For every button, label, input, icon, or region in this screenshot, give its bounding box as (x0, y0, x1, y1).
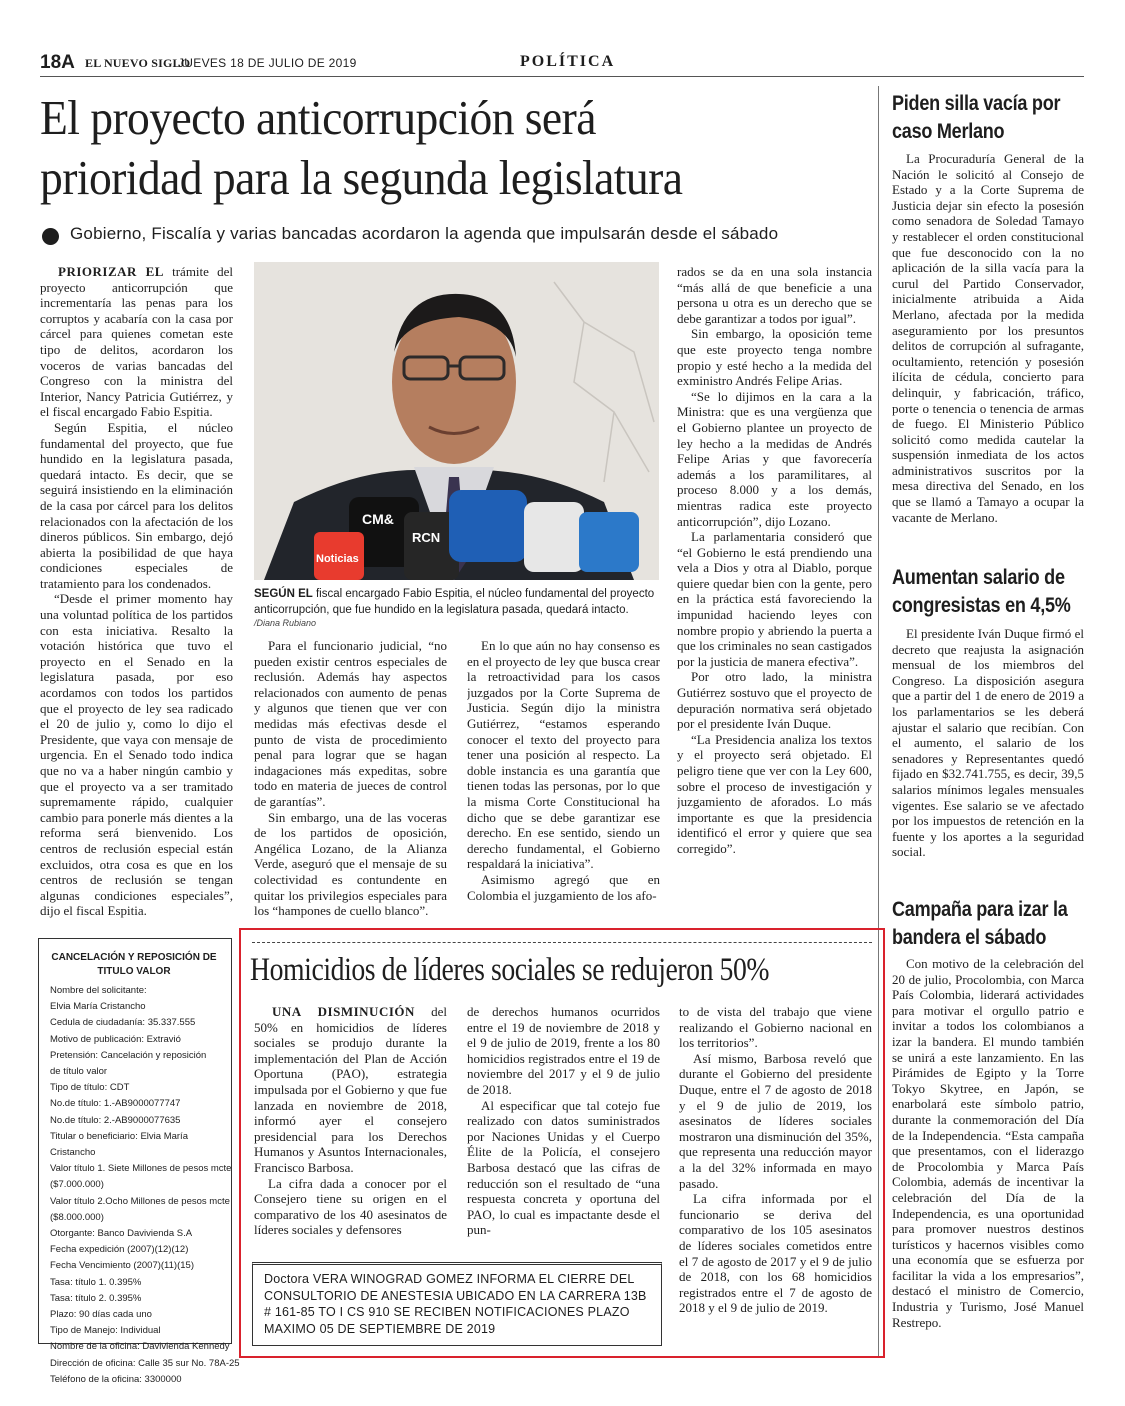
sidebar-headline-bandera: Campaña para izar la bandera el sábado (892, 898, 1068, 949)
notice-line: Titular o beneficiario: Elvia María (50, 1130, 188, 1142)
notice-line: ($8.000.000) (50, 1211, 104, 1223)
lead-in: PRIORIZAR EL (58, 264, 164, 279)
mic-label-noticias: Noticias (316, 553, 359, 565)
secondary-column-3 (679, 1004, 872, 1350)
paragraph: Al especificar que tal cotejo fue realizado con datos suministrados por Naciones Unidas y el Cuerpo Élite de la Policía, el consejero Barbosa destacó que las cifras de reducción son el resultado de “una respuesta concreta y oportuna del PAO, lo cual es impactante desde el pun- (467, 1097, 660, 1238)
secondary-column-2 (467, 1004, 660, 1252)
notice-line: Tipo de título: CDT (50, 1082, 130, 1094)
caption-lead: SEGÚN EL (254, 588, 313, 600)
header-rule (40, 76, 1084, 77)
paragraph: “Se lo dijimos en la cara a la Ministra: que es una vergüenza que el Gobierno plantee un proyecto de ley hecho a la medidas de Andrés Felipe Arias y que favorecería además a los paramilitares, al proceso 8.000 y a los demás, mientras radica este proyecto anticorrupción”, dijo Lozano. (677, 388, 872, 529)
paragraph: de derechos humanos ocurridos entre el 19 de noviembre de 2018 y el 9 de julio de 2019, frente a los 80 homicidios registrados entre el 19 de noviembre del 2017 y el 9 de julio de 2018. (467, 1004, 660, 1097)
newspaper-name: EL NUEVO SIGLO (85, 56, 191, 70)
paragraph: Así mismo, Barbosa reveló que durante el Gobierno del presidente Duque, entre el 7 de agosto de 2018 y el 9 de julio de 2019, los asesinatos de líderes sociales mostraron una disminución del 35%, que representa una reducción mayor a la del 32% informada en mayo pasado. (679, 1050, 872, 1191)
notice-line: Plazo: 90 días cada uno (50, 1309, 152, 1321)
secondary-column-1 (254, 1004, 447, 1252)
paragraph: Sin embargo, la oposición teme que este proyecto tenga nombre propio y esté hecho a la medida del exministro Andrés Felipe Arias. (677, 326, 872, 389)
main-article-column-4 (677, 264, 872, 924)
paragraph: El presidente Iván Duque firmó el decreto que reajusta la asignación mensual de los miembros del Congreso. La disposición asegura que a partir del 1 de enero de 2019 a los parlamentarios se les deberá ajustar el salario que recibían. Con el aumento, el salario de los senadores y Representantes quedó fijado en $32.741.755, es decir, 39,5 salarios mínimos legales mensuales vigentes. Ese salario se ve afectado por los impuestos de retención en la fuente y los aportes a la seguridad social. (892, 626, 1084, 860)
notice-line: Elvia María Cristancho (50, 1001, 146, 1013)
notice-line: No.de título: 2.-AB9000077635 (50, 1114, 181, 1126)
legal-notice-lines (50, 983, 240, 1388)
notice-line: Pretensión: Cancelación y reposición (50, 1049, 207, 1061)
notice-line: Tasa: título 2. 0.395% (50, 1292, 142, 1304)
sidebar-story-merlano (892, 151, 1084, 551)
paragraph: “Desde el primer momento hay una voluntad política de los partidos con esta iniciativa. Resalto la votación histórica que tuvo el proyecto en el Senado en la legislatura pasada, por eso acordamos con todos los partidos que el proyecto de ley sea radicado el 20 de julio y, como lo dijo el Presidente, que vaya con mensaje de urgencia. En el Senado todo indica que no va a haber ningún cambio y que el proyecto va a ser tramitado supremamente rápido, cualquier cambio para ponerle más dientes a la reforma será bienvenido. Los centros de reclusión especial están excluidos, otra cosa es que en los centros de reclusión se tengan algunas condiciones especiales”, dijo el fiscal Espitia. (40, 591, 233, 919)
paragraph: rados se da en una sola instancia “más allá de que beneficie a una persona u otra es un derecho que se debe garantizar a todos por igual”. (677, 264, 872, 326)
paragraph: UNA DISMINUCIÓN del 50% en homicidios de líderes sociales se produjo durante la implementación del Plan de Acción Oportuna (PAO), estrategia impulsada por el Gobierno y que fue lanzada en noviembre de 2018, informó ayer el consejero presidencial para los Derechos Humanos y Asuntos Internacionales, Francisco Barbosa. (254, 1004, 447, 1175)
main-article-column-3 (467, 638, 660, 924)
main-article-column-1 (40, 264, 233, 924)
notice-line: No.de título: 1.-AB9000077747 (50, 1098, 181, 1110)
paragraph: Según Espitia, el núcleo fundamental del proyecto, que fue hundido en la legislatura pasada, quedará intacto. Es decir, que se seguirá insistiendo en la eliminación de la casa por cárcel para los delitos relacionados con la afectación de los dineros públicos. Sin embargo, dejó abierta la posibilidad de que haya condiciones especiales de tratamiento para los condenados. (40, 419, 233, 591)
notice-line: Teléfono de la oficina: 3300000 (50, 1373, 182, 1385)
dashed-rule (252, 942, 872, 943)
secondary-headline: Homicidios de líderes sociales se redujeron 50% (250, 952, 770, 988)
notice-line: Otorgante: Banco Davivienda S.A (50, 1228, 193, 1240)
photo-illustration (254, 262, 659, 580)
notice-line: Fecha expedición (2007)(12)(12) (50, 1244, 189, 1256)
notice-line: Valor título 1. Siete Millones de pesos mcte (50, 1163, 232, 1175)
lead-in: UNA DISMINUCIÓN (272, 1004, 415, 1019)
sidebar-headline-merlano: Piden silla vacía por caso Merlano (892, 92, 1061, 143)
paragraph: La cifra dada a conocer por el Consejero tiene su origen en el comparativo de los 40 asesinatos de líderes sociales y defensores (254, 1175, 447, 1238)
page-number: 18A (40, 52, 75, 73)
paragraph: “La Presidencia analiza los textos y el proyecto será objetado. El peligro tiene que ver con la Ley 600, sobre el proceso de investigación y juzgamiento de aforados. Lo más importante es que la presidencia identificó el error y quiere que sea corregido”. (677, 731, 872, 856)
ad-notice-text: Doctora VERA WINOGRAD GOMEZ INFORMA EL CIERRE DEL CONSULTORIO DE ANESTESIA UBICADO EN LA CARRERA 13B # 161-85 TO I CS 910 SE RECIBEN NOTIFICACIONES PLAZO MAXIMO 05 DE SEPTIEMBRE DE 2019 (264, 1272, 647, 1336)
issue-date: JUEVES 18 DE JULIO DE 2019 (178, 56, 357, 70)
paragraph: Asimismo agregó que en Colombia el juzgamiento de los afo- (467, 871, 660, 903)
headline-line-1: El proyecto anticorrupción será (40, 90, 596, 145)
paragraph: Con motivo de la celebración del 20 de julio, Procolombia, con Marca País Colombia, liderará actividades para motivar el orgullo patrio e invitar a todos los colombianos a izar la bandera. El mundo también se unirá a este lanzamiento. En las Pirámides de Egipto y la Torre Tokyo Skytree, en Japón, se enarbolará este símbolo patrio, durante la conmemoración del Día de la Independencia. “Esta campaña que presentamos, con el liderazgo de Procolombia y Marca País Colombia, además de incentivar la celebración del Día de la Independencia, es una oportunidad para promover nuestros destinos turísticos y hacernos visibles como una economía que se esfuerza por facilitar la vida a los empresarios”, destacó el ministro de Comercio, Industria y Turismo, José Manuel Restrepo. (892, 956, 1084, 1330)
notice-line: Cedula de ciudadanía: 35.337.555 (50, 1017, 196, 1029)
notice-line: Nombre del solicitante: (50, 985, 147, 996)
paragraph: En lo que aún no hay consenso es en el proyecto de ley que busca crear la retroactividad para los casos juzgados por la Corte Suprema de Justicia. Según dijo la ministra Gutiérrez, “estamos esperando conocer el texto del proyecto para tener una posición al respecto. La doble instancia es una garantía que tienen todas las personas, por lo que la misma Corte Constitucional ha dicho que se debe garantizar ese derecho. En ese sentido, siendo un derecho fundamental, el Gobierno respaldará la iniciativa”. (467, 638, 660, 872)
main-headline (40, 88, 812, 208)
photo-caption: SEGÚN EL fiscal encargado Fabio Espitia, el núcleo fundamental del proyecto anticorrupción, que fue hundido en la legislatura pasada, quedará intacto. (254, 588, 655, 616)
fiscal-photo (254, 262, 659, 580)
paragraph: Por otro lado, la ministra Gutiérrez sostuvo que el proyecto de depuración normativa será objetado por el presidente Iván Duque. (677, 669, 872, 732)
sidebar-story-salario (892, 626, 1084, 882)
notice-line: Fecha Vencimiento (2007)(11)(15) (50, 1260, 194, 1272)
paragraph: La cifra informada por el funcionario se deriva del comparativo de los 105 asesinatos de líderes sociales cometidos entre el 7 de agosto de 2017 y el 9 de julio de 2018, con los 68 homicidios registrados entre el 7 de agosto de 2018 y el 9 de julio de 2019. (679, 1191, 872, 1316)
bullet-icon (42, 228, 59, 245)
legal-notice-title: CANCELACIÓN Y REPOSICIÓN DE TITULO VALOR (51, 952, 217, 977)
notice-line: Tasa: título 1. 0.395% (50, 1276, 142, 1288)
notice-line: Tipo de Manejo: Individual (50, 1325, 161, 1337)
notice-line: Motivo de publicación: Extravió (50, 1033, 181, 1045)
main-subhead: Gobierno, Fiscalía y varias bancadas acordaron la agenda que impulsarán desde el sábado (70, 224, 779, 243)
section-title: POLÍTICA (520, 53, 616, 70)
notice-line: Cristancho (50, 1147, 96, 1159)
notice-line: Nombre de la oficina: Davivienda Kennedy (50, 1341, 230, 1353)
headline-line-2: prioridad para la segunda legislatura (40, 150, 683, 205)
paragraph: to de vista del trabajo que viene realizando el Gobierno nacional en los territorios”. (679, 1004, 872, 1051)
notice-line: Dirección de oficina: Calle 35 sur No. 78A-25 (50, 1357, 240, 1369)
mic-label-cmy: CM& (362, 511, 394, 527)
paragraph: La parlamentaria consideró que “el Gobierno le está prendiendo una vela a Dios y otra al Diablo, porque quiere quedar bien con la gente, pero en la práctica está favoreciendo la impunidad haciendo leyes con nombre propio y abriendo la puerta a que los criminales no sean castigados por la justicia de manera efectiva”. (677, 529, 872, 669)
paragraph: PRIORIZAR EL trámite del proyecto anticorrupción que incrementaría las penas para los corruptos y acabaría con la casa por cárcel para quienes cometan este tipo de delitos, acordaron los voceros de varias bancadas del Congreso con la ministra del Interior, Nancy Patricia Gutiérrez, y el fiscal encargado Fabio Espitia. (40, 264, 233, 420)
paragraph: Para el funcionario judicial, “no pueden existir centros especiales de reclusión. Además hay aspectos relacionados con aumento de penas y algunos que tienen que ver con medidas más efectivas desde el punto de vista de procedimiento penal para lograr que se hagan indagaciones más expeditas, sobre todo en materia de jueces de control de garantías”. (254, 638, 447, 809)
photo-credit: /Diana Rubiano (254, 618, 317, 628)
notice-line: de título valor (50, 1066, 108, 1078)
mic-label-rcn: RCN (412, 530, 441, 545)
notice-line: Valor título 2.Ocho Millones de pesos mcte (50, 1195, 230, 1207)
main-article-column-2 (254, 638, 447, 924)
sidebar-story-bandera (892, 956, 1084, 1356)
paragraph: Sin embargo, una de las voceras de los partidos de oposición, Angélica Lozano, de la Alianza Verde, aseguró que el mensaje de su colectividad es contundente en quitar los privilegios especiales para los “hampones de cuello blanco”. (254, 809, 447, 919)
paragraph: La Procuraduría General de la Nación le solicitó al Consejo de Estado y a la Corte Suprema de Justicia dejar sin efecto la posesión como senadora de Soledad Tamayo y restablecer el orden constitucional que fue desconocido con la no aplicación de la silla vacía para la curul del Partido Conservador, inicialmente atribuida a Aida Merlano, afectada por la medida aseguramiento por los presuntos delitos de corrupción al sufragante, ocultamiento, retención y posesión ilícita de cédula, concierto para delinquir, y fabricación, tráfico, porte o tenencia o tenencia de armas de fuego. El Ministerio Público solicitó como medida cautelar la suspensión inmediata de los actos administrativos suscritos por la mesa directiva del Senado, en los que se llamó a Tamayo a ocupar la vacante de Merlano. (892, 151, 1084, 525)
sidebar-headline-salario: Aumentan salario de congresistas en 4,5% (892, 566, 1071, 617)
notice-line: ($7.000.000) (50, 1179, 104, 1191)
